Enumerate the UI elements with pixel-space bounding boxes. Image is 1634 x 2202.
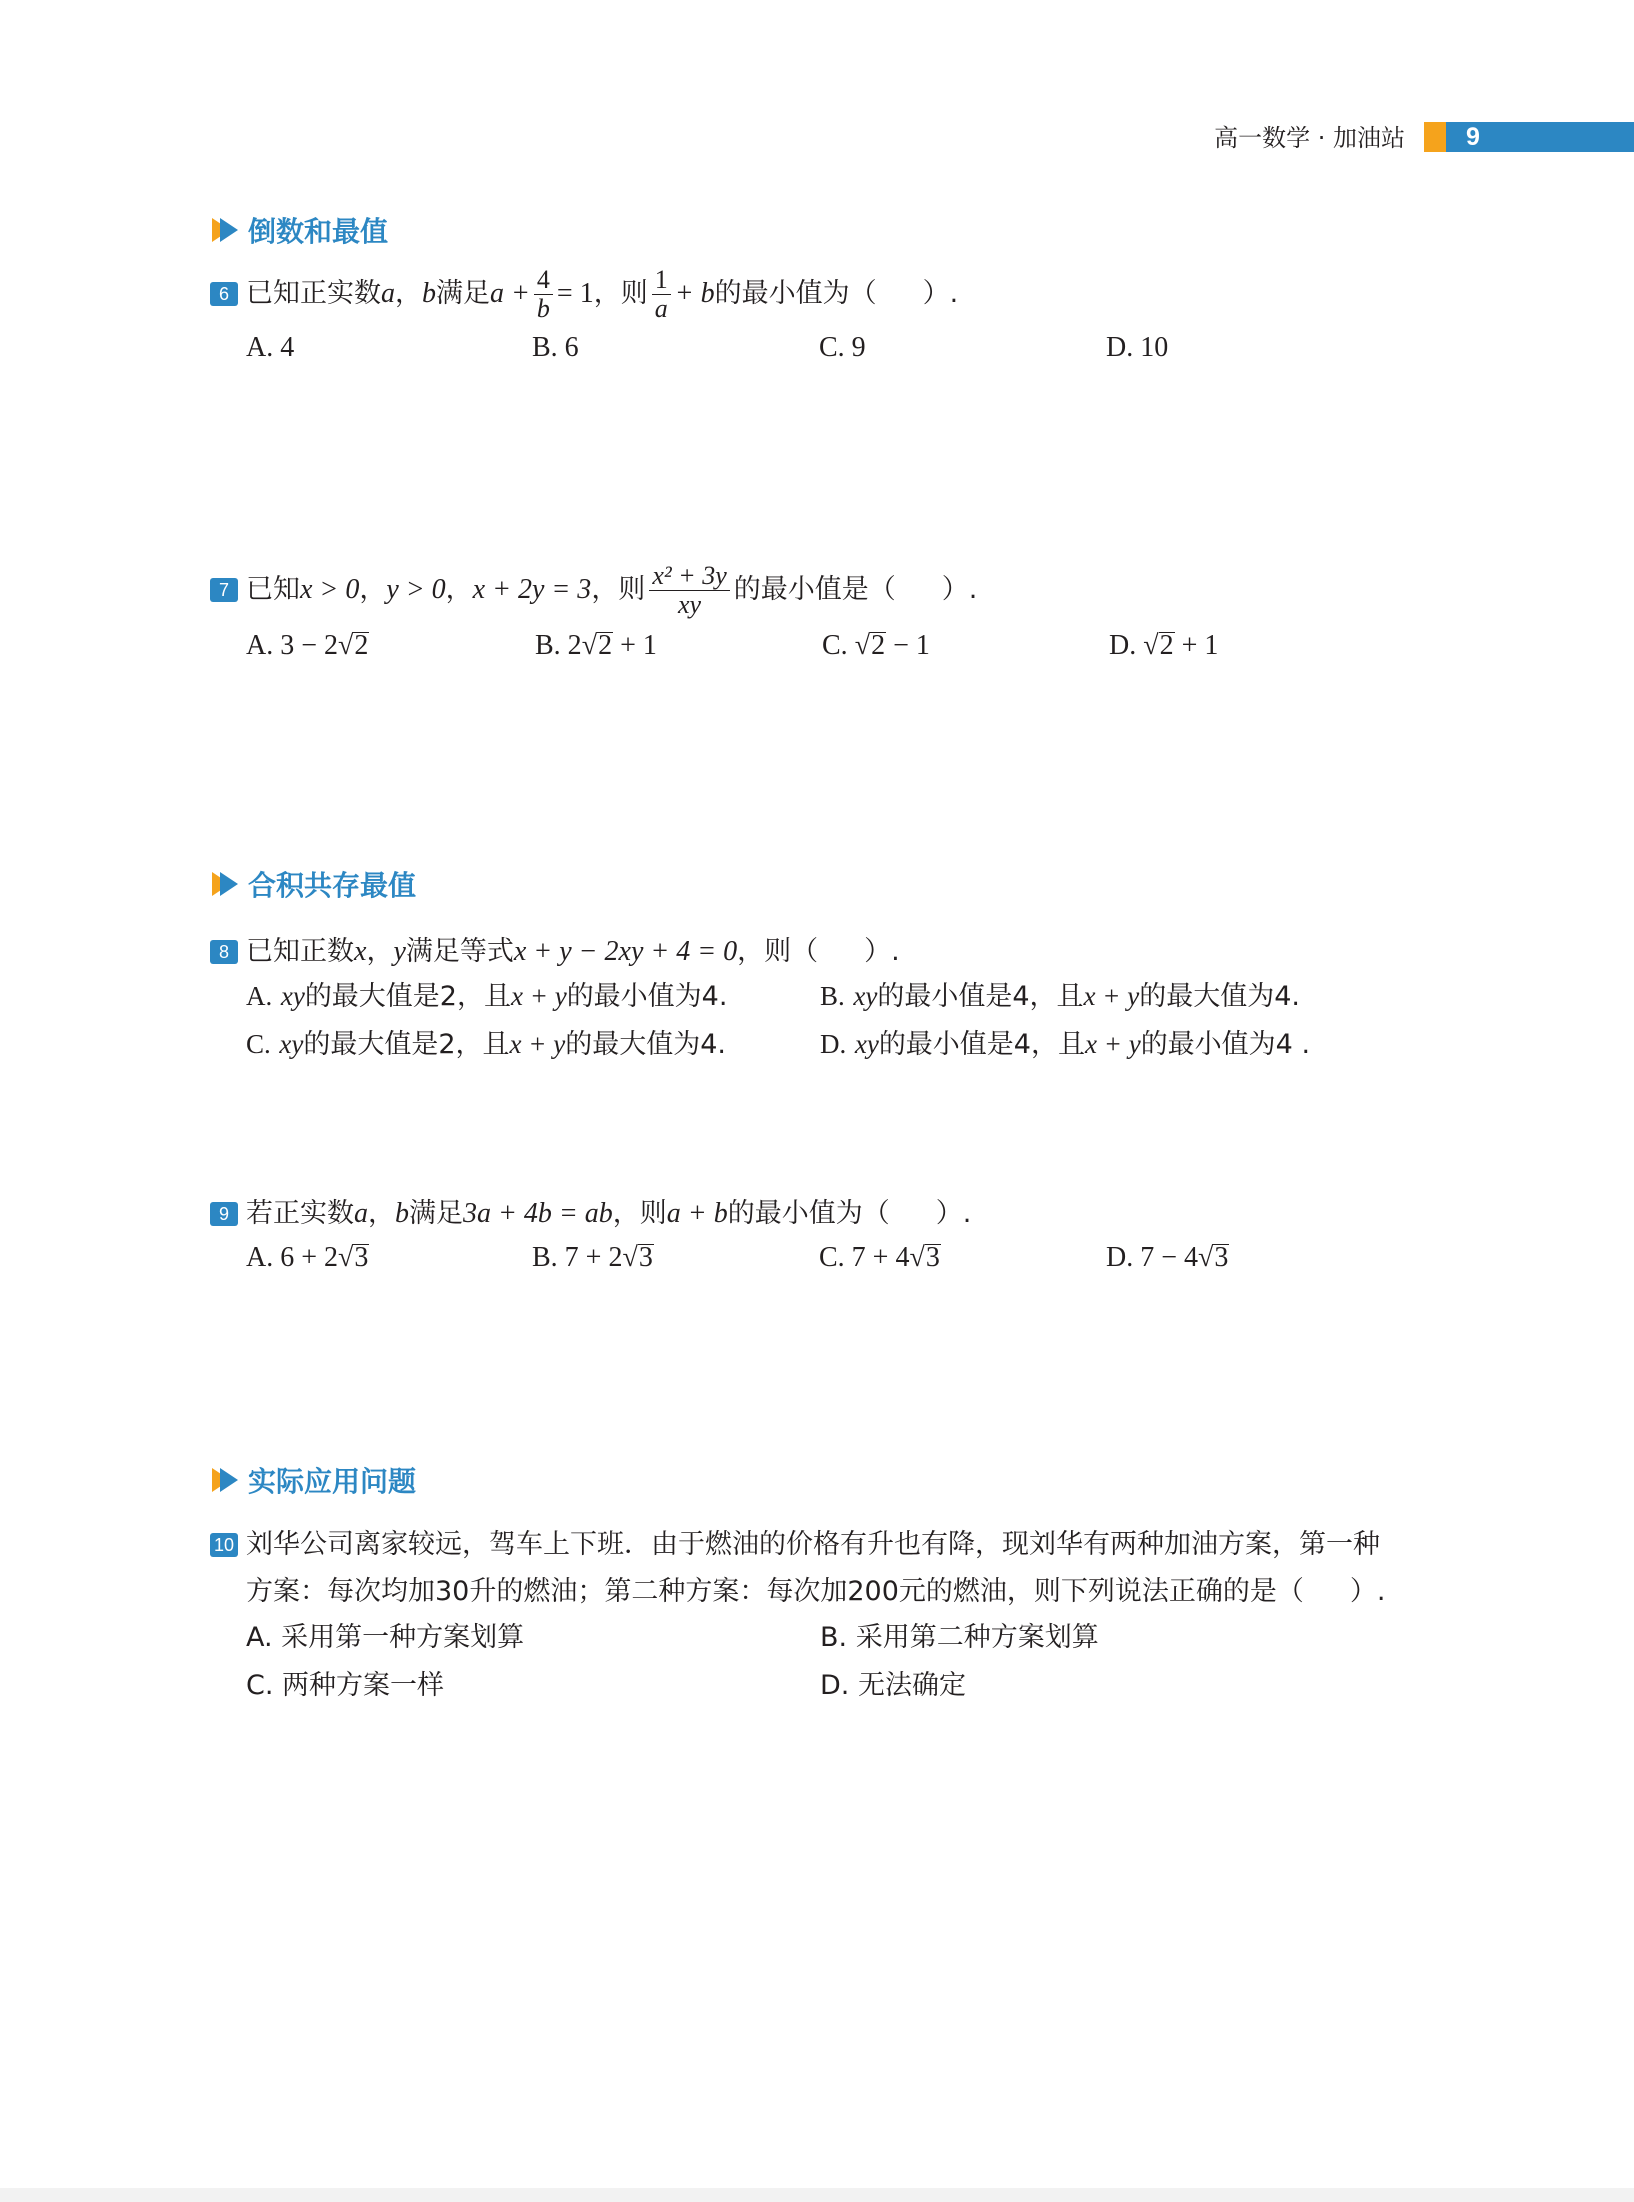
stem-text: 已知 bbox=[246, 574, 300, 605]
section-title: 实际应用问题 bbox=[248, 1465, 417, 1498]
option-text: D. 7 − 4 bbox=[1106, 1242, 1199, 1273]
section-heading-reciprocal bbox=[212, 210, 388, 250]
option-a[interactable] bbox=[246, 974, 727, 1019]
option-text: + 1 bbox=[613, 630, 657, 661]
stem-text: 已知正数 bbox=[246, 936, 354, 967]
stem-text: 的最小值为（ bbox=[714, 278, 877, 309]
option-b[interactable]: B. 采用第二种方案划算 bbox=[820, 1622, 1099, 1653]
question-6 bbox=[210, 262, 1474, 370]
answer-options bbox=[210, 1236, 1474, 1280]
option-c[interactable]: C. 两种方案一样 bbox=[246, 1670, 445, 1701]
math-expression: a + bbox=[490, 278, 530, 309]
math-expression: = 1 bbox=[556, 278, 594, 309]
math-expression: xy bbox=[854, 1029, 879, 1059]
sqrt-symbol: √2 bbox=[1143, 630, 1174, 661]
radicand: 2 bbox=[871, 630, 886, 661]
stem-text: 满足 bbox=[436, 278, 490, 309]
option-text: + 1 bbox=[1174, 630, 1219, 661]
option-a[interactable]: A. 采用第一种方案划算 bbox=[246, 1622, 525, 1653]
math-var: y bbox=[393, 936, 406, 967]
stem-text: ， bbox=[366, 936, 394, 967]
option-text: 的最小值为4. bbox=[566, 981, 728, 1012]
option-text: C. bbox=[822, 630, 855, 661]
option-text: 的最小值是4，且 bbox=[878, 1029, 1085, 1060]
fraction-denominator: a bbox=[654, 293, 668, 323]
answer-options bbox=[210, 1022, 1474, 1070]
stem-text: ， bbox=[445, 574, 473, 605]
section-arrow-icon bbox=[212, 1467, 240, 1493]
stem-text: ）. bbox=[864, 936, 900, 967]
question-number-badge: 6 bbox=[210, 282, 238, 306]
option-c[interactable] bbox=[822, 624, 930, 668]
option-letter: B. bbox=[820, 981, 845, 1011]
option-d[interactable]: D. 无法确定 bbox=[820, 1670, 966, 1701]
option-text: 的最大值是2，且 bbox=[304, 981, 511, 1012]
math-expression: x + y bbox=[509, 1029, 566, 1059]
option-text: 的最小值为4 . bbox=[1140, 1029, 1311, 1060]
option-d[interactable] bbox=[1106, 1236, 1229, 1280]
sqrt-symbol: √3 bbox=[909, 1242, 940, 1273]
option-text: 的最大值为4. bbox=[1139, 981, 1300, 1012]
stem-text: ，则 bbox=[593, 278, 648, 309]
sqrt-symbol: √3 bbox=[1198, 1242, 1229, 1273]
stem-text: 已知正实数 bbox=[246, 278, 381, 309]
option-text: A. 3 − 2 bbox=[246, 630, 339, 661]
question-number-badge: 10 bbox=[210, 1533, 238, 1557]
option-b[interactable] bbox=[820, 974, 1300, 1019]
math-expression: x > 0 bbox=[300, 574, 360, 605]
math-expression: y > 0 bbox=[386, 574, 446, 605]
option-text: 的最大值为4. bbox=[565, 1029, 726, 1060]
section-arrow-icon bbox=[212, 871, 240, 897]
math-expression: xy bbox=[279, 1029, 304, 1059]
option-letter: D. bbox=[820, 1029, 847, 1059]
sqrt-symbol: √3 bbox=[338, 1242, 369, 1273]
math-expression: xy bbox=[280, 981, 305, 1011]
stem-text: ）. bbox=[1349, 1576, 1386, 1607]
option-a[interactable] bbox=[246, 624, 369, 668]
math-expression: a + b bbox=[666, 1198, 728, 1229]
question-9 bbox=[210, 1192, 1474, 1280]
radicand: 3 bbox=[925, 1242, 940, 1273]
section-heading-sum-product bbox=[212, 864, 416, 904]
answer-options bbox=[210, 974, 1474, 1022]
answer-options bbox=[210, 1664, 1474, 1712]
option-text: C. 7 + 4 bbox=[819, 1242, 910, 1273]
option-d[interactable] bbox=[1109, 624, 1218, 668]
answer-options bbox=[210, 624, 1474, 668]
math-var: a bbox=[354, 1198, 368, 1229]
question-stem bbox=[210, 1192, 1474, 1236]
math-expression: x + 2y = 3 bbox=[472, 574, 592, 605]
radicand: 2 bbox=[1159, 630, 1174, 661]
math-expression: + b bbox=[674, 278, 715, 309]
math-fraction bbox=[534, 266, 553, 323]
stem-text: ，则 bbox=[591, 574, 646, 605]
fraction-numerator: 4 bbox=[534, 266, 553, 295]
fraction-numerator: x² + 3y bbox=[649, 562, 729, 591]
question-8 bbox=[210, 930, 1474, 1070]
math-expression: 3a + 4b = ab bbox=[463, 1198, 613, 1229]
radicand: 2 bbox=[354, 630, 369, 661]
question-stem-line2 bbox=[210, 1568, 1474, 1616]
option-text: B. 7 + 2 bbox=[532, 1242, 623, 1273]
question-stem bbox=[210, 556, 1474, 624]
question-7 bbox=[210, 556, 1474, 668]
question-number-badge: 8 bbox=[210, 940, 238, 964]
running-header-title: 高一数学 · 加油站 bbox=[1214, 124, 1405, 152]
math-expression: xy bbox=[853, 981, 878, 1011]
option-d[interactable]: D. 10 bbox=[1106, 332, 1169, 363]
stem-text: ， bbox=[359, 574, 387, 605]
question-stem bbox=[210, 262, 1474, 326]
stem-text: ）. bbox=[941, 574, 978, 605]
stem-text: ，则（ bbox=[737, 936, 819, 967]
option-text: − 1 bbox=[886, 630, 930, 661]
stem-text: 方案：每次均加30升的燃油；第二种方案：每次加200元的燃油，则下列说法正确的是（ bbox=[246, 1576, 1304, 1607]
stem-text: ， bbox=[395, 278, 422, 309]
question-10 bbox=[210, 1522, 1474, 1712]
sqrt-symbol: √2 bbox=[854, 630, 886, 661]
option-a[interactable] bbox=[246, 1236, 369, 1280]
question-number-badge: 7 bbox=[210, 578, 238, 602]
fraction-denominator: b bbox=[536, 293, 550, 323]
radicand: 3 bbox=[638, 1242, 653, 1273]
option-text: B. 2 bbox=[535, 630, 582, 661]
section-title: 合积共存最值 bbox=[248, 869, 417, 902]
section-heading-application bbox=[212, 1460, 416, 1500]
option-c[interactable]: C. 9 bbox=[819, 332, 866, 363]
section-title: 倒数和最值 bbox=[248, 215, 389, 248]
stem-text: ， bbox=[368, 1198, 395, 1229]
option-c[interactable] bbox=[819, 1236, 941, 1280]
stem-text: ）. bbox=[922, 278, 959, 309]
stem-text: 满足等式 bbox=[405, 936, 514, 967]
math-fraction bbox=[649, 562, 729, 619]
option-b[interactable]: B. 6 bbox=[532, 332, 579, 363]
answer-options bbox=[210, 326, 1474, 370]
stem-text: 的最小值是（ bbox=[733, 574, 896, 605]
math-expression: x + y bbox=[1083, 981, 1140, 1011]
question-stem-line1 bbox=[210, 1522, 1474, 1568]
option-text: 的最小值是4，且 bbox=[877, 981, 1084, 1012]
radicand: 3 bbox=[354, 1242, 369, 1273]
option-d[interactable] bbox=[820, 1022, 1310, 1067]
option-text: 的最大值是2，且 bbox=[303, 1029, 510, 1060]
math-fraction bbox=[652, 266, 671, 323]
option-c[interactable] bbox=[246, 1022, 726, 1067]
radicand: 3 bbox=[1214, 1242, 1229, 1273]
math-expression: x + y − 2xy + 4 = 0 bbox=[513, 936, 738, 967]
page-number: 9 bbox=[1466, 123, 1480, 151]
fraction-denominator: xy bbox=[677, 589, 702, 619]
option-letter: C. bbox=[246, 1029, 271, 1059]
question-number-badge: 9 bbox=[210, 1202, 238, 1226]
sqrt-symbol: √3 bbox=[622, 1242, 653, 1273]
math-expression: x + y bbox=[1085, 1029, 1141, 1059]
stem-text: 刘华公司离家较远，驾车上下班．由于燃油的价格有升也有降，现刘华有两种加油方案，第一种 bbox=[246, 1529, 1380, 1560]
stem-text: 若正实数 bbox=[246, 1198, 354, 1229]
option-text: D. bbox=[1109, 630, 1144, 661]
header-accent-bar bbox=[1424, 122, 1446, 152]
stem-text: ，则 bbox=[612, 1198, 667, 1229]
stem-text: 满足 bbox=[409, 1198, 463, 1229]
option-a[interactable]: A. 4 bbox=[246, 332, 295, 363]
option-letter: A. bbox=[246, 981, 273, 1011]
math-var: b bbox=[422, 278, 436, 309]
math-var: x bbox=[354, 936, 367, 967]
stem-text: ）. bbox=[935, 1198, 972, 1229]
option-text: A. 6 + 2 bbox=[246, 1242, 339, 1273]
answer-options bbox=[210, 1616, 1474, 1664]
sqrt-symbol: √2 bbox=[581, 630, 613, 661]
sqrt-symbol: √2 bbox=[338, 630, 369, 661]
section-arrow-icon bbox=[212, 217, 240, 243]
option-b[interactable] bbox=[535, 624, 657, 668]
math-var: a bbox=[381, 278, 395, 309]
option-b[interactable] bbox=[532, 1236, 654, 1280]
math-expression: x + y bbox=[511, 981, 567, 1011]
stem-text: 的最小值为（ bbox=[727, 1198, 890, 1229]
radicand: 2 bbox=[598, 630, 613, 661]
page-bottom-edge bbox=[0, 2188, 1634, 2202]
math-var: b bbox=[395, 1198, 409, 1229]
question-stem bbox=[210, 930, 1474, 974]
fraction-numerator: 1 bbox=[652, 266, 671, 295]
